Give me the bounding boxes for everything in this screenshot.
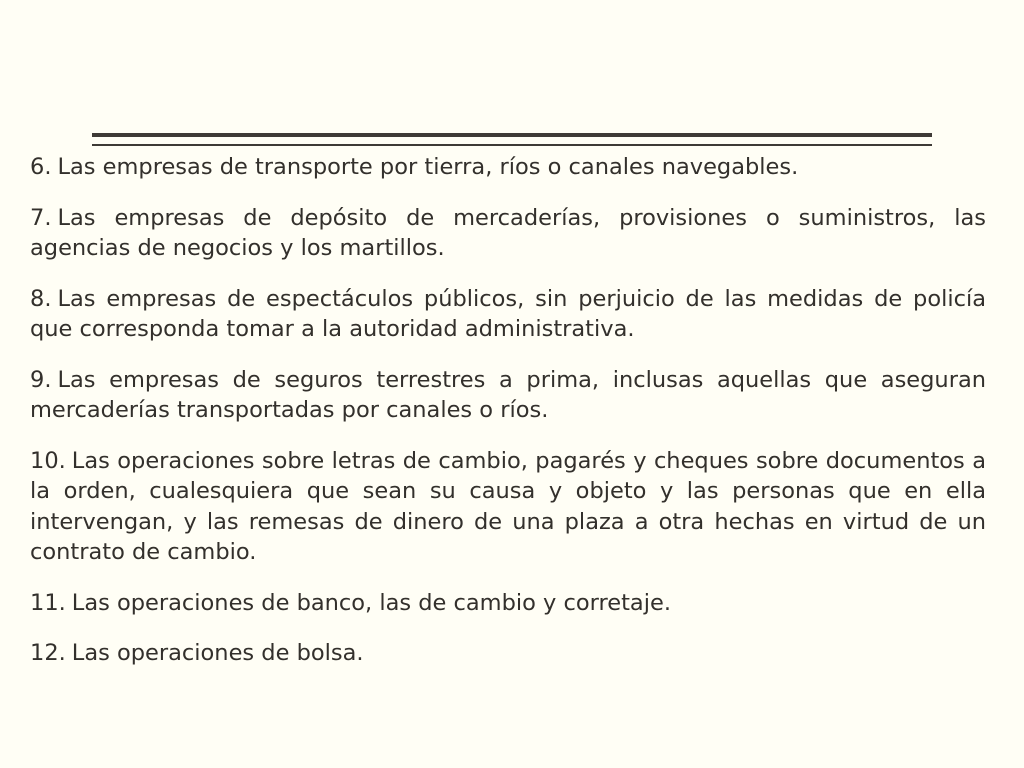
item-number: 8. <box>30 285 52 312</box>
item-number: 9. <box>30 366 52 393</box>
item-text: Las operaciones sobre letras de cambio, pagarés y cheques sobre documentos a la orden, cualesquiera que sean su causa y objeto y las personas que en ella intervengan, y las remesas de dinero de una plaza a otra hechas en virtud de un contrato de cambio. <box>30 447 986 565</box>
item-number: 11. <box>30 589 66 616</box>
item-text: Las empresas de transporte por tierra, ríos o canales navegables. <box>57 154 799 180</box>
list-item-9 <box>30 365 986 426</box>
list-item-12 <box>30 638 986 669</box>
list-item-10 <box>30 446 986 568</box>
list-item-7 <box>30 203 986 264</box>
item-number: 7. <box>30 204 52 231</box>
item-text: Las empresas de espectáculos públicos, sin perjuicio de las medidas de policía que corresponda tomar a la autoridad administrativa. <box>30 285 986 342</box>
list-item-6 <box>30 152 986 183</box>
item-number: 6. <box>30 154 52 180</box>
item-text: Las empresas de depósito de mercaderías, provisiones o suministros, las agencias de negocios y los martillos. <box>30 204 986 261</box>
item-number: 12. <box>30 640 66 666</box>
list-item-11 <box>30 588 986 619</box>
list-item-8 <box>30 284 986 345</box>
header-rule-thin <box>92 144 932 146</box>
header-rule-thick <box>92 133 932 137</box>
item-number: 10. <box>30 447 66 474</box>
item-list <box>30 152 986 689</box>
item-text: Las empresas de seguros terrestres a prima, inclusas aquellas que aseguran mercaderías transportadas por canales o ríos. <box>30 366 986 423</box>
item-text: Las operaciones de banco, las de cambio y corretaje. <box>71 589 671 616</box>
item-text: Las operaciones de bolsa. <box>71 640 364 666</box>
